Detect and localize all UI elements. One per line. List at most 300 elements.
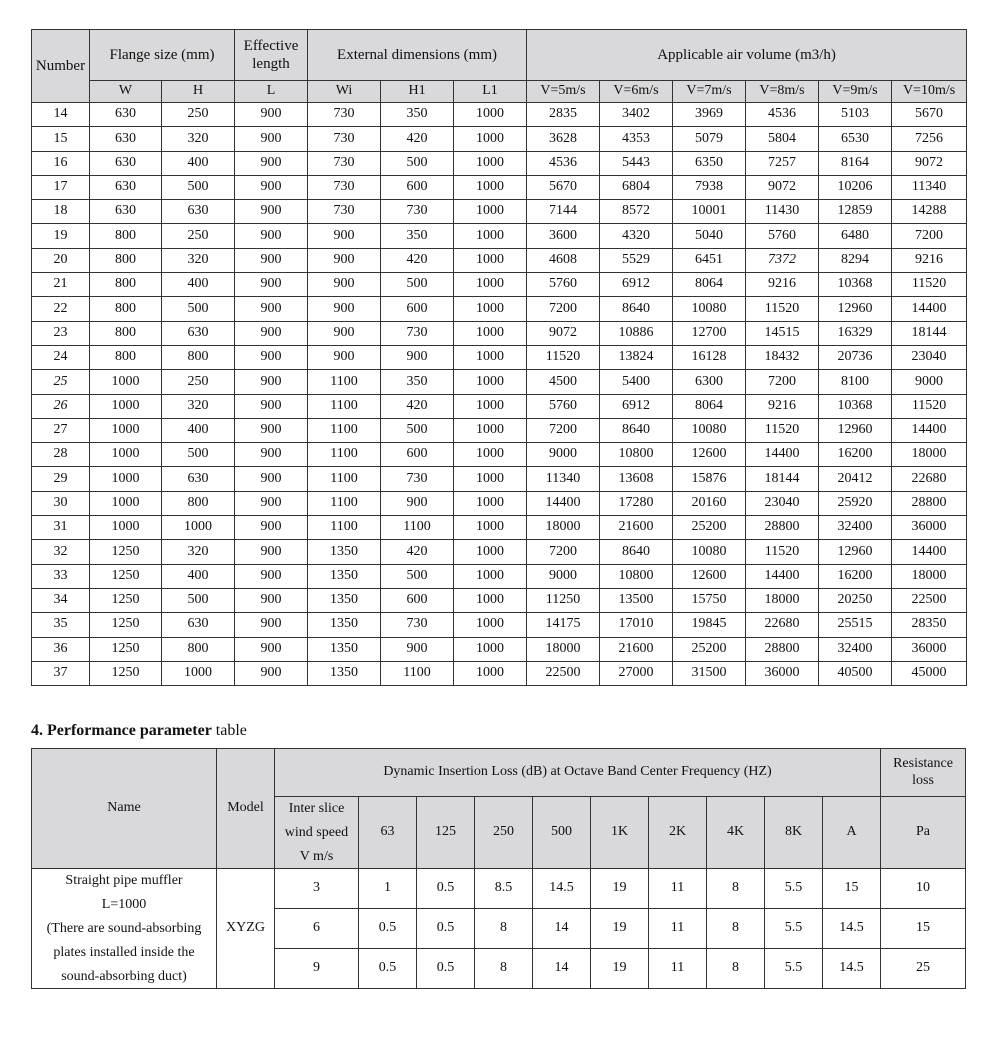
insertion-loss-cell: 0.5 [417, 949, 475, 989]
table-cell: 11520 [892, 273, 967, 297]
table-cell: 730 [308, 103, 381, 127]
table-cell: 14400 [892, 418, 967, 442]
wind-speed-cell: 6 [275, 909, 359, 949]
table-cell: 1100 [308, 467, 381, 491]
insertion-loss-cell: 15 [823, 869, 881, 909]
table-cell: 1000 [454, 418, 527, 442]
table-cell: 9216 [746, 394, 819, 418]
table-cell: 9000 [527, 443, 600, 467]
table-cell: 16200 [819, 564, 892, 588]
table-cell: 14400 [892, 540, 967, 564]
table-cell: 10206 [819, 175, 892, 199]
table-cell: 7200 [746, 370, 819, 394]
row-number: 34 [32, 588, 90, 612]
table-cell: 36000 [892, 516, 967, 540]
table-cell: 5079 [673, 127, 746, 151]
table-cell: 900 [308, 345, 381, 369]
table-cell: 420 [381, 540, 454, 564]
table-cell: 25200 [673, 516, 746, 540]
row-number: 20 [32, 248, 90, 272]
table-cell: 1000 [454, 345, 527, 369]
table-cell: 9216 [892, 248, 967, 272]
table-cell: 900 [308, 248, 381, 272]
header-resistance-loss: Resistance loss [881, 749, 966, 797]
table-cell: 10080 [673, 540, 746, 564]
table-cell: 1100 [308, 443, 381, 467]
row-number: 15 [32, 127, 90, 151]
table-cell: 900 [235, 564, 308, 588]
header-wind-speed: Inter slice wind speed V m/s [275, 797, 359, 869]
table-row [32, 637, 967, 661]
table-row [32, 540, 967, 564]
frequency-header: 2K [649, 797, 707, 869]
table-cell: 5040 [673, 224, 746, 248]
table-cell: 28800 [892, 491, 967, 515]
table-cell: 1000 [90, 418, 162, 442]
table-cell: 900 [235, 248, 308, 272]
table-cell: 8164 [819, 151, 892, 175]
performance-table [31, 748, 966, 989]
insertion-loss-cell: 1 [359, 869, 417, 909]
table-cell: 7257 [746, 151, 819, 175]
dimensions-table [31, 29, 967, 686]
table-row [32, 321, 967, 345]
table-cell: 500 [381, 418, 454, 442]
subheader-cell: V=10m/s [892, 81, 967, 103]
table-cell: 800 [90, 297, 162, 321]
table-cell: 11340 [527, 467, 600, 491]
row-number: 27 [32, 418, 90, 442]
table-cell: 18432 [746, 345, 819, 369]
table-cell: 7200 [527, 418, 600, 442]
table-cell: 250 [162, 224, 235, 248]
table-cell: 12960 [819, 540, 892, 564]
section-title [31, 722, 247, 740]
table-cell: 1000 [454, 394, 527, 418]
table-cell: 1000 [454, 273, 527, 297]
table-row [32, 467, 967, 491]
table-cell: 40500 [819, 661, 892, 685]
table-cell: 8100 [819, 370, 892, 394]
table-cell: 1000 [90, 467, 162, 491]
table-cell: 10001 [673, 200, 746, 224]
table-cell: 630 [90, 151, 162, 175]
table-cell: 25200 [673, 637, 746, 661]
row-number: 14 [32, 103, 90, 127]
table-cell: 800 [90, 273, 162, 297]
table-cell: 4500 [527, 370, 600, 394]
insertion-loss-cell: 14.5 [823, 949, 881, 989]
table-cell: 400 [162, 273, 235, 297]
table-cell: 10080 [673, 418, 746, 442]
insertion-loss-cell: 11 [649, 869, 707, 909]
subheader-cell: V=5m/s [527, 81, 600, 103]
table-row [32, 491, 967, 515]
table-cell: 320 [162, 540, 235, 564]
frequency-header: 63 [359, 797, 417, 869]
row-number: 16 [32, 151, 90, 175]
insertion-loss-cell: 0.5 [359, 909, 417, 949]
table-cell: 1000 [454, 224, 527, 248]
table-cell: 900 [235, 418, 308, 442]
table-cell: 11250 [527, 588, 600, 612]
header-air-volume: Applicable air volume (m3/h) [527, 30, 967, 81]
table-cell: 1250 [90, 613, 162, 637]
table-row [32, 394, 967, 418]
subheader-cell: H1 [381, 81, 454, 103]
header-number: Number [32, 30, 90, 103]
table-cell: 1350 [308, 588, 381, 612]
table-cell: 800 [90, 224, 162, 248]
table-cell: 1100 [381, 661, 454, 685]
table-cell: 250 [162, 103, 235, 127]
table-cell: 1000 [454, 200, 527, 224]
table-cell: 20736 [819, 345, 892, 369]
table-cell: 600 [381, 443, 454, 467]
subheader-cell: V=7m/s [673, 81, 746, 103]
insertion-loss-cell: 0.5 [417, 909, 475, 949]
table-cell: 32400 [819, 516, 892, 540]
table-cell: 6912 [600, 394, 673, 418]
table-cell: 1000 [454, 491, 527, 515]
table-cell: 1250 [90, 540, 162, 564]
table-cell: 900 [235, 588, 308, 612]
insertion-loss-cell: 5.5 [765, 869, 823, 909]
table-cell: 7200 [527, 297, 600, 321]
table-cell: 730 [308, 175, 381, 199]
table-row [32, 345, 967, 369]
table-cell: 12700 [673, 321, 746, 345]
table-cell: 25920 [819, 491, 892, 515]
subheader-cell: L1 [454, 81, 527, 103]
table-cell: 2835 [527, 103, 600, 127]
table-row [32, 103, 967, 127]
table-cell: 6912 [600, 273, 673, 297]
table-cell: 900 [235, 127, 308, 151]
table-cell: 900 [235, 321, 308, 345]
table-cell: 500 [381, 151, 454, 175]
table-cell: 900 [308, 297, 381, 321]
table-cell: 18000 [892, 443, 967, 467]
table-cell: 4608 [527, 248, 600, 272]
table-cell: 9000 [527, 564, 600, 588]
subheader-cell: V=6m/s [600, 81, 673, 103]
table-cell: 28800 [746, 516, 819, 540]
table-cell: 1250 [90, 637, 162, 661]
table-cell: 7144 [527, 200, 600, 224]
table-cell: 800 [162, 491, 235, 515]
resistance-unit-header: Pa [881, 797, 966, 869]
table-cell: 630 [162, 200, 235, 224]
table-cell: 1250 [90, 588, 162, 612]
table-cell: 7938 [673, 175, 746, 199]
table-cell: 400 [162, 564, 235, 588]
table-cell: 1000 [454, 540, 527, 564]
table-cell: 1000 [454, 661, 527, 685]
table-cell: 500 [381, 273, 454, 297]
table-cell: 900 [235, 540, 308, 564]
table-cell: 21600 [600, 637, 673, 661]
table-cell: 420 [381, 127, 454, 151]
table-cell: 1350 [308, 564, 381, 588]
table-cell: 1000 [162, 661, 235, 685]
table-cell: 25515 [819, 613, 892, 637]
table-cell: 350 [381, 103, 454, 127]
table-cell: 10800 [600, 443, 673, 467]
insertion-loss-cell: 19 [591, 909, 649, 949]
table-cell: 8064 [673, 394, 746, 418]
table-cell: 20412 [819, 467, 892, 491]
table-cell: 730 [308, 127, 381, 151]
wind-speed-cell: 9 [275, 949, 359, 989]
table-cell: 13824 [600, 345, 673, 369]
row-number: 33 [32, 564, 90, 588]
insertion-loss-cell: 8 [475, 909, 533, 949]
table-cell: 6350 [673, 151, 746, 175]
table-row [32, 248, 967, 272]
table-cell: 1000 [162, 516, 235, 540]
table-cell: 900 [381, 637, 454, 661]
subheader-cell: H [162, 81, 235, 103]
header-model: Model [217, 749, 275, 869]
subheader-cell: V=9m/s [819, 81, 892, 103]
row-number: 18 [32, 200, 90, 224]
section-title-bold: 4. Performance parameter [31, 722, 212, 739]
table-cell: 800 [90, 248, 162, 272]
table-cell: 22500 [892, 588, 967, 612]
table-cell: 630 [162, 321, 235, 345]
table-cell: 23040 [746, 491, 819, 515]
table-row [32, 516, 967, 540]
table-cell: 10368 [819, 273, 892, 297]
table-cell: 18000 [892, 564, 967, 588]
row-number: 17 [32, 175, 90, 199]
insertion-loss-cell: 14 [533, 909, 591, 949]
table-cell: 18000 [527, 637, 600, 661]
table-cell: 600 [381, 175, 454, 199]
table-cell: 10800 [600, 564, 673, 588]
table-cell: 1000 [454, 370, 527, 394]
table-cell: 900 [235, 297, 308, 321]
table-cell: 6530 [819, 127, 892, 151]
table-cell: 4536 [527, 151, 600, 175]
header-flange-size: Flange size (mm) [90, 30, 235, 81]
table-cell: 11520 [527, 345, 600, 369]
table-row [32, 297, 967, 321]
table-cell: 1000 [454, 175, 527, 199]
table-cell: 900 [235, 224, 308, 248]
insertion-loss-cell: 8 [475, 949, 533, 989]
table-cell: 12960 [819, 418, 892, 442]
insertion-loss-cell: 14 [533, 949, 591, 989]
table-row [32, 443, 967, 467]
table-cell: 600 [381, 588, 454, 612]
insertion-loss-cell: 11 [649, 909, 707, 949]
insertion-loss-cell: 5.5 [765, 949, 823, 989]
table-cell: 500 [381, 564, 454, 588]
table-cell: 900 [235, 637, 308, 661]
table-row [32, 418, 967, 442]
table-cell: 7256 [892, 127, 967, 151]
frequency-header: 250 [475, 797, 533, 869]
table-cell: 900 [235, 273, 308, 297]
table-cell: 22680 [746, 613, 819, 637]
row-number: 31 [32, 516, 90, 540]
table-cell: 800 [90, 345, 162, 369]
table-cell: 420 [381, 248, 454, 272]
table-cell: 9000 [892, 370, 967, 394]
table-cell: 11340 [892, 175, 967, 199]
table-cell: 1000 [90, 370, 162, 394]
table-cell: 5400 [600, 370, 673, 394]
table-cell: 6300 [673, 370, 746, 394]
row-number: 22 [32, 297, 90, 321]
table-cell: 1100 [381, 516, 454, 540]
table-cell: 28800 [746, 637, 819, 661]
table-cell: 500 [162, 443, 235, 467]
insertion-loss-cell: 19 [591, 869, 649, 909]
table-row [32, 175, 967, 199]
table-cell: 9072 [527, 321, 600, 345]
table-cell: 10886 [600, 321, 673, 345]
table-cell: 630 [90, 175, 162, 199]
frequency-header: 8K [765, 797, 823, 869]
table-cell: 7200 [892, 224, 967, 248]
header-external-dimensions: External dimensions (mm) [308, 30, 527, 81]
table-cell: 21600 [600, 516, 673, 540]
table-cell: 630 [162, 467, 235, 491]
table-cell: 3600 [527, 224, 600, 248]
table-row [32, 370, 967, 394]
table-cell: 350 [381, 370, 454, 394]
row-number: 32 [32, 540, 90, 564]
table-cell: 1000 [454, 151, 527, 175]
row-number: 30 [32, 491, 90, 515]
section-title-rest: table [211, 722, 247, 739]
frequency-header: A [823, 797, 881, 869]
frequency-header: 1K [591, 797, 649, 869]
table-cell: 11520 [746, 540, 819, 564]
table-cell: 1100 [308, 516, 381, 540]
table-cell: 1000 [90, 394, 162, 418]
table-cell: 1250 [90, 564, 162, 588]
insertion-loss-cell: 19 [591, 949, 649, 989]
subheader-cell: V=8m/s [746, 81, 819, 103]
header-name: Name [32, 749, 217, 869]
table-cell: 13608 [600, 467, 673, 491]
table-cell: 31500 [673, 661, 746, 685]
table-cell: 8064 [673, 273, 746, 297]
row-number: 28 [32, 443, 90, 467]
table-cell: 12600 [673, 564, 746, 588]
table-cell: 1000 [90, 443, 162, 467]
table-cell: 5103 [819, 103, 892, 127]
table-cell: 20250 [819, 588, 892, 612]
table-row [32, 224, 967, 248]
table-cell: 1000 [454, 588, 527, 612]
table-cell: 10368 [819, 394, 892, 418]
row-number: 37 [32, 661, 90, 685]
table-row [32, 200, 967, 224]
table-cell: 27000 [600, 661, 673, 685]
table-cell: 20160 [673, 491, 746, 515]
table-cell: 1000 [454, 248, 527, 272]
table-cell: 23040 [892, 345, 967, 369]
table-cell: 900 [235, 613, 308, 637]
insertion-loss-cell: 8 [707, 949, 765, 989]
table-cell: 4320 [600, 224, 673, 248]
table-cell: 8640 [600, 418, 673, 442]
table-row [32, 273, 967, 297]
table-cell: 5529 [600, 248, 673, 272]
table-cell: 36000 [892, 637, 967, 661]
table-cell: 1350 [308, 540, 381, 564]
table-cell: 1000 [454, 321, 527, 345]
table-row [32, 127, 967, 151]
table-cell: 900 [235, 370, 308, 394]
product-model: XYZG [217, 869, 275, 989]
insertion-loss-cell: 11 [649, 949, 707, 989]
table-cell: 800 [90, 321, 162, 345]
table-cell: 11520 [892, 394, 967, 418]
table-cell: 900 [235, 175, 308, 199]
row-number: 23 [32, 321, 90, 345]
table-cell: 5804 [746, 127, 819, 151]
insertion-loss-cell: 0.5 [359, 949, 417, 989]
subheader-cell: L [235, 81, 308, 103]
table-cell: 8640 [600, 540, 673, 564]
table-cell: 900 [235, 394, 308, 418]
table-cell: 1350 [308, 613, 381, 637]
subheader-cell: W [90, 81, 162, 103]
header-insertion-loss: Dynamic Insertion Loss (dB) at Octave Band Center Frequency (HZ) [275, 749, 881, 797]
table-cell: 14288 [892, 200, 967, 224]
table-cell: 500 [162, 175, 235, 199]
table-cell: 16329 [819, 321, 892, 345]
table-cell: 22680 [892, 467, 967, 491]
table-cell: 6451 [673, 248, 746, 272]
table-cell: 900 [235, 661, 308, 685]
table-cell: 730 [308, 200, 381, 224]
table-row [32, 588, 967, 612]
row-number: 29 [32, 467, 90, 491]
table-cell: 17280 [600, 491, 673, 515]
table-row [32, 564, 967, 588]
table-cell: 900 [308, 224, 381, 248]
resistance-cell: 15 [881, 909, 966, 949]
table-cell: 900 [235, 151, 308, 175]
table-cell: 320 [162, 248, 235, 272]
table-cell: 3402 [600, 103, 673, 127]
table-cell: 18144 [892, 321, 967, 345]
table-cell: 11520 [746, 297, 819, 321]
table-cell: 1100 [308, 491, 381, 515]
table-row [32, 661, 967, 685]
row-number: 35 [32, 613, 90, 637]
table-cell: 9216 [746, 273, 819, 297]
table-cell: 900 [235, 467, 308, 491]
table-cell: 13500 [600, 588, 673, 612]
row-number: 21 [32, 273, 90, 297]
table-cell: 28350 [892, 613, 967, 637]
table-cell: 9072 [746, 175, 819, 199]
table-cell: 1000 [454, 103, 527, 127]
row-number: 24 [32, 345, 90, 369]
row-number: 19 [32, 224, 90, 248]
table-row [32, 151, 967, 175]
table-cell: 1000 [90, 491, 162, 515]
table-cell: 5760 [746, 224, 819, 248]
